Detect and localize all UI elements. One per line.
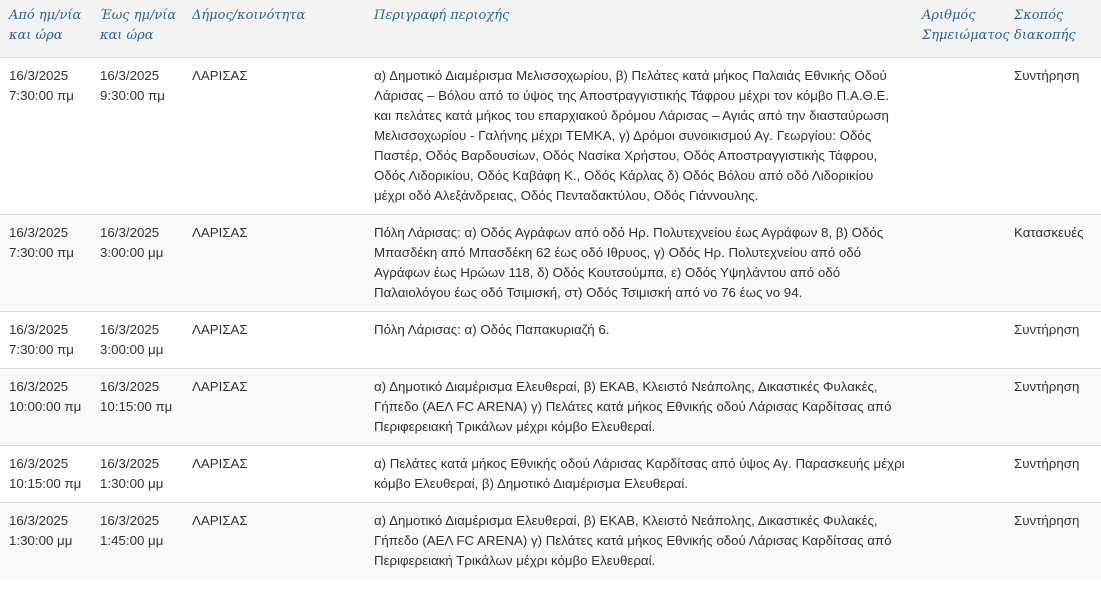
- reason-cell: Συντήρηση: [1005, 369, 1101, 446]
- reason-cell: Συντήρηση: [1005, 312, 1101, 369]
- to-cell: [91, 503, 183, 580]
- to-date: 16/3/2025: [100, 456, 160, 471]
- reason-cell: Συντήρηση: [1005, 446, 1101, 503]
- municipality-cell: ΛΑΡΙΣΑΣ: [192, 68, 248, 83]
- note-number-cell: [913, 369, 1005, 446]
- header-row: [0, 0, 1101, 58]
- to-cell: [91, 58, 183, 215]
- from-date: 16/3/2025: [9, 513, 69, 528]
- from-cell: [0, 215, 91, 312]
- from-date: 16/3/2025: [9, 322, 69, 337]
- to-date: 16/3/2025: [100, 513, 160, 528]
- from-cell: [0, 312, 91, 369]
- from-time: 7:30:00 πμ: [9, 245, 74, 260]
- from-time: 7:30:00 πμ: [9, 88, 74, 103]
- to-time: 10:15:00 πμ: [100, 399, 173, 414]
- note-number-cell: [913, 446, 1005, 503]
- from-time: 10:00:00 πμ: [9, 399, 82, 414]
- table-row: [0, 503, 1101, 580]
- from-date: 16/3/2025: [9, 379, 69, 394]
- from-time: 10:15:00 πμ: [9, 476, 82, 491]
- table-row: [0, 312, 1101, 369]
- from-time: 7:30:00 πμ: [9, 342, 74, 357]
- table-header: [0, 0, 1101, 58]
- description-cell: α) Δημοτικό Διαμέρισμα Ελευθεραί, β) ΕΚΑΒ, Κλειστό Νεάπολης, Δικαστικές Φυλακές, Γήπεδο (ΑΕΛ FC ARENA) γ) Πελάτες κατά μήκος Εθνικής οδού Λάρισας Καρδίτσας από Περιφερειακή Τρικάλων μέχρι κόμβο Ελευθεραί.: [365, 369, 913, 446]
- to-time: 1:45:00 μμ: [100, 533, 164, 548]
- municipality-cell: ΛΑΡΙΣΑΣ: [183, 503, 365, 580]
- reason-cell: Συντήρηση: [1014, 68, 1080, 83]
- to-time: 3:00:00 μμ: [100, 245, 164, 260]
- from-cell: [0, 58, 91, 215]
- to-cell: [91, 215, 183, 312]
- note-number-cell: [913, 58, 1005, 215]
- to-date: 16/3/2025: [100, 68, 160, 83]
- table-row: [0, 215, 1101, 312]
- from-cell: [0, 369, 91, 446]
- from-cell: [0, 503, 91, 580]
- to-cell: [91, 446, 183, 503]
- from-cell: [0, 446, 91, 503]
- from-date: 16/3/2025: [9, 225, 69, 240]
- municipality-cell: ΛΑΡΙΣΑΣ: [183, 215, 365, 312]
- to-time: 3:00:00 μμ: [100, 342, 164, 357]
- header-note-number[interactable]: Αριθμός Σημειώματος: [913, 0, 1005, 58]
- to-time: 1:30:00 μμ: [100, 476, 164, 491]
- description-cell: Πόλη Λάρισας: α) Οδός Παπακυριαζή 6.: [365, 312, 913, 369]
- note-number-cell: [913, 312, 1005, 369]
- table-row: [0, 446, 1101, 503]
- to-cell: [91, 312, 183, 369]
- header-reason[interactable]: Σκοπός διακοπής: [1005, 0, 1101, 58]
- from-date: 16/3/2025: [9, 68, 69, 83]
- from-date: 16/3/2025: [9, 456, 69, 471]
- table-row: [0, 58, 1101, 215]
- table-body: [0, 58, 1101, 580]
- to-time: 9:30:00 πμ: [100, 88, 165, 103]
- to-date: 16/3/2025: [100, 322, 160, 337]
- description-cell: α) Δημοτικό Διαμέρισμα Ελευθεραί, β) ΕΚΑΒ, Κλειστό Νεάπολης, Δικαστικές Φυλακές, Γήπεδο (ΑΕΛ FC ARENA) γ) Πελάτες κατά μήκος Εθνικής οδού Λάρισας Καρδίτσας από Περιφερειακή Τρικάλων μέχρι κόμβο Ελευθεραί.: [365, 503, 913, 580]
- from-time: 1:30:00 μμ: [9, 533, 73, 548]
- header-to[interactable]: Έως ημ/νία και ώρα: [91, 0, 183, 58]
- description-cell: α) Πελάτες κατά μήκος Εθνικής οδού Λάρισας Καρδίτσας από ύψος Αγ. Παρασκευής μέχρι κόμβο Ελευθεραί, β) Δημοτικό Διαμέρισμα Ελευθεραί.: [365, 446, 913, 503]
- municipality-cell: ΛΑΡΙΣΑΣ: [183, 312, 365, 369]
- header-from[interactable]: Από ημ/νία και ώρα: [0, 0, 91, 58]
- description-cell: Πόλη Λάρισας: α) Οδός Αγράφων από οδό Ηρ. Πολυτεχνείου έως Αγράφων 8, β) Οδός Μπασδέκη από Μπασδέκη 62 έως οδό Ιθρυος, γ) Οδός Ηρ. Πολυτεχνείου από οδό Αγράφων έως Ηρώων 118, δ) Οδός Κουτσούμπα, ε) Οδός Υψηλάντου από οδό Παλαιολόγου έως οδό Τσιμισκή, στ) Οδός Τσιμισκή από νο 76 έως νο 94.: [365, 215, 913, 312]
- header-municipality[interactable]: Δήμος/κοινότητα: [183, 0, 365, 58]
- note-number-cell: [913, 503, 1005, 580]
- note-number-cell: [913, 215, 1005, 312]
- reason-cell: Συντήρηση: [1005, 503, 1101, 580]
- to-cell: [91, 369, 183, 446]
- header-description[interactable]: Περιγραφή περιοχής: [365, 0, 913, 58]
- description-cell: α) Δημοτικό Διαμέρισμα Μελισσοχωρίου, β) Πελάτες κατά μήκος Παλαιάς Εθνικής Οδού Λάρισας – Βόλου από το ύψος της Αποστραγγιστικής Τάφρου μέχρι τον κόμβο Π.Α.Θ.Ε. και πελάτες κατά μήκος του επαρχιακού δρόμου Λάρισας – Αγιάς από την διασταύρωση Μελισσοχωρίου - Γαλήνης μέχρι ΤΕΜΚΑ, γ) Δρόμοι συνοικισμού Αγ. Γεωργίου: Οδός Παστέρ, Οδός Βαρδουσίων, Οδός Νασίκα Χρήστου, Οδός Αποστραγγιστικής Τάφρου, Οδός Λιδορικίου, Οδός Καβάφη Κ., Οδός Κάρλας δ) Οδός Βόλου από οδό Λιδορικίου μέχρι οδό Αλεξάνδρειας, Οδός Πενταδακτύλου, Οδός Γιάννουλης.: [374, 68, 890, 203]
- municipality-cell: ΛΑΡΙΣΑΣ: [183, 369, 365, 446]
- to-date: 16/3/2025: [100, 379, 160, 394]
- reason-cell: Κατασκευές: [1005, 215, 1101, 312]
- municipality-cell: ΛΑΡΙΣΑΣ: [183, 446, 365, 503]
- table-row: [0, 369, 1101, 446]
- to-date: 16/3/2025: [100, 225, 160, 240]
